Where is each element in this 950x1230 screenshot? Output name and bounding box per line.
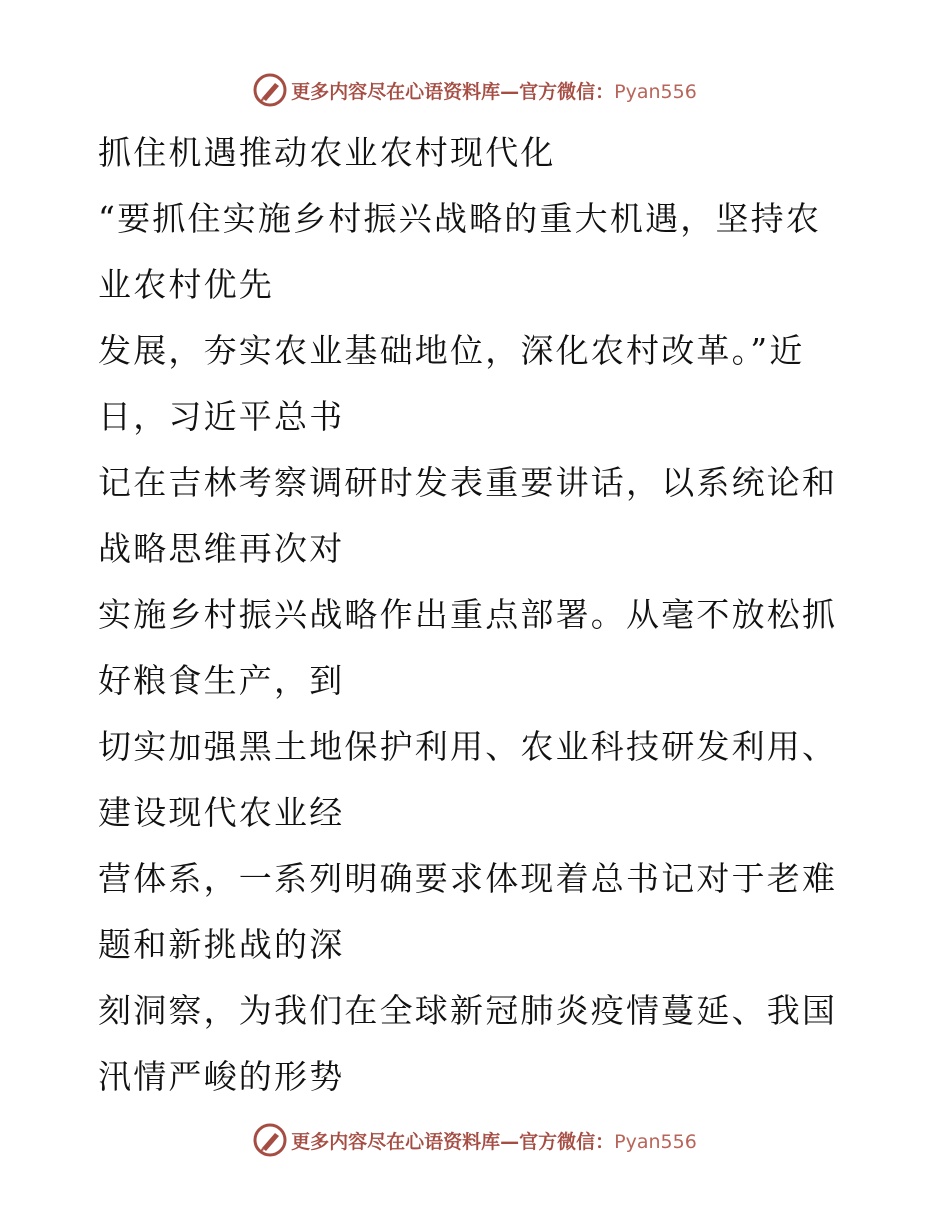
paragraph-line: 营体系，一系列明确要求体现着总书记对于老难 <box>98 859 838 898</box>
watermark-text: 更多内容尽在心语资料库—官方微信：Pyan556 <box>291 1130 697 1153</box>
paragraph-line: “要抓住实施乡村振兴战略的重大机遇，坚持农 <box>98 199 822 238</box>
document-title: 抓住机遇推动农业农村现代化 <box>98 133 556 172</box>
paragraph-line: 战略思维再次对 <box>98 529 345 568</box>
footer-watermark <box>0 1120 950 1160</box>
red-seal-pen-icon <box>253 73 287 107</box>
paragraph-line: 记在吉林考察调研时发表重要讲话，以系统论和 <box>98 463 838 502</box>
paragraph-line: 好粮食生产，到 <box>98 661 345 700</box>
paragraph-line: 切实加强黑土地保护利用、农业科技研发利用、 <box>98 727 838 766</box>
paragraph-line: 题和新挑战的深 <box>98 925 345 964</box>
paragraph-line: 建设现代农业经 <box>98 793 345 832</box>
paragraph-line: 实施乡村振兴战略作出重点部署。从毫不放松抓 <box>98 595 838 634</box>
watermark-account: Pyan556 <box>614 80 697 103</box>
document-body <box>98 120 838 1110</box>
paragraph-line: 汛情严峻的形势 <box>98 1057 345 1096</box>
paragraph-line: 发展，夯实农业基础地位，深化农村改革。”近 <box>98 331 805 370</box>
paragraph-line: 业农村优先 <box>98 265 274 304</box>
header-watermark <box>0 70 950 110</box>
red-seal-pen-icon <box>253 1123 287 1157</box>
watermark-account: Pyan556 <box>614 1130 697 1153</box>
paragraph-line: 刻洞察，为我们在全球新冠肺炎疫情蔓延、我国 <box>98 991 838 1030</box>
paragraph-line: 日，习近平总书 <box>98 397 345 436</box>
watermark-text: 更多内容尽在心语资料库—官方微信：Pyan556 <box>291 80 697 103</box>
